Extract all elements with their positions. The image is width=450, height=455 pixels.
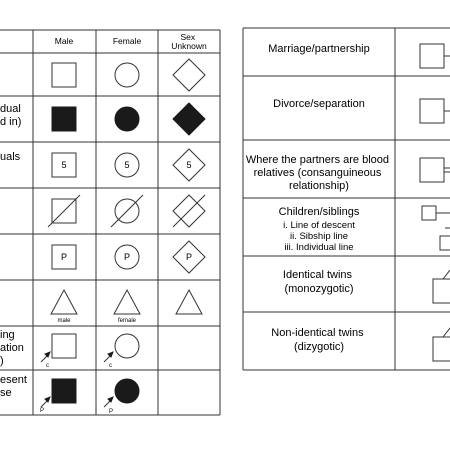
non-identical-twin-symbol [433,337,450,361]
label-identical-twins [283,269,355,295]
female-pregnancy-letter: P [123,252,131,262]
male-consultand-arrowhead [45,352,50,357]
unknown-unaffected-symbol [173,59,205,91]
header-sex-unknown-line: Sex [180,32,196,42]
label-children-sub-3: iii. Individual line [284,242,354,253]
label-non-identical-twins [271,327,366,353]
female-proband-marker: P [109,409,114,415]
male-proband-marker: P [40,408,45,414]
right-table-grid [243,28,450,370]
male-miscarriage-note: male [57,318,71,324]
marriage-male-symbol [420,44,444,68]
male-proband-symbol [52,379,76,403]
label-line: Identical twins [282,269,353,281]
female-multiple-number: 5 [124,160,130,170]
female-affected-symbol [115,107,139,131]
consanguineous-male-symbol [420,158,444,182]
female-consultand-symbol [115,334,139,358]
female-proband-arrowhead [108,397,113,402]
male-affected-symbol [52,107,76,131]
female-consultand-arrowhead [108,352,113,357]
unknown-pregnancy-letter: P [185,252,193,262]
header-sex-unknown [171,32,207,51]
label-children: Children/siblings [278,206,360,218]
divorce-male-symbol [420,99,444,123]
unknown-miscarriage-symbol [176,290,202,314]
male-consultand-symbol [52,334,76,358]
label-divorce: Divorce/separation [273,98,365,110]
male-miscarriage-symbol [51,290,77,314]
row-label-line: uals [0,151,21,163]
row-label-line: ) [0,355,4,367]
row-label-proband [0,374,30,399]
label-line: (dizygotic) [293,341,345,353]
label-line: relationship) [289,180,349,192]
male-multiple-number: 5 [61,160,67,170]
female-miscarriage-symbol [114,290,140,314]
label-children-sub-2: ii. Sibship line [289,231,349,242]
row-label-line: ation [0,342,24,354]
non-identical-twin-line [443,328,450,337]
row-label-line: dual [0,103,21,115]
children-child-symbol [440,236,450,250]
male-consultand-marker: c [46,363,49,369]
row-label-affected [0,103,24,128]
label-line: relatives (consanguineous [253,167,382,179]
row-label-multiple [0,151,21,163]
header-sex-unknown-line: Unknown [171,41,207,51]
unknown-affected-symbol [173,103,205,135]
header-female: Female [112,36,142,46]
row-label-line: ing [0,329,15,341]
header-male: Male [54,36,74,46]
row-label-line: se [0,387,12,399]
children-parent-symbol [422,206,436,220]
female-proband-symbol [115,379,139,403]
identical-twin-line [443,270,450,279]
female-miscarriage-note: female [117,318,137,324]
female-unaffected-symbol [115,63,139,87]
unknown-multiple-number: 5 [186,160,192,170]
label-children-sub-1: i. Line of descent [283,220,355,231]
label-line: (monozygotic) [284,283,354,295]
identical-twin-symbol [433,279,450,303]
label-line: Non-identical twins [271,327,364,339]
label-marriage: Marriage/partnership [268,43,370,55]
row-label-line: d in) [0,116,22,128]
label-consanguineous [246,154,392,192]
male-proband-arrowhead [45,397,50,402]
row-label-line: esent [0,374,27,386]
male-pregnancy-letter: P [60,252,68,262]
row-label-consultand [0,329,27,367]
female-consultand-marker: c [109,363,112,369]
label-line: Where the partners are blood [245,154,390,166]
male-unaffected-symbol [52,63,76,87]
